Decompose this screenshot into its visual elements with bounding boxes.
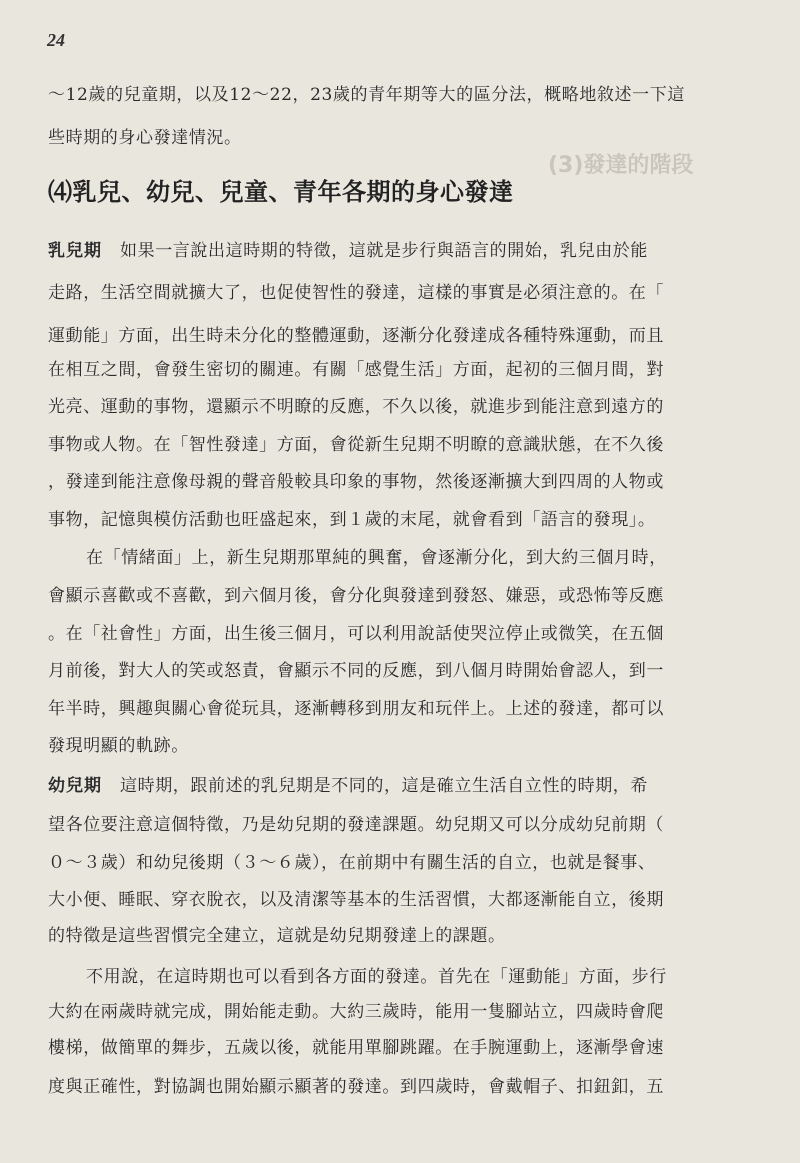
infant-paragraph-first-line (48, 236, 728, 261)
paragraph-line: 發現明顯的軌跡。 (48, 736, 189, 756)
paragraph-line: 樓梯，做簡單的舞步，五歲以後，就能用單腳跳躍。在手腕運動上，逐漸學會速 (48, 1038, 664, 1058)
paragraph-line: 會顯示喜歡或不喜歡，到六個月後，會分化與發達到發怒、嫌惡，或恐怖等反應 (48, 586, 664, 606)
intro-line: ～12歲的兒童期，以及12～22，23歲的青年期等大的區分法，概略地敘述一下這 (48, 85, 685, 105)
paragraph-line: 不用說，在這時期也可以看到各方面的發達。首先在「運動能」方面，步行 (86, 967, 667, 987)
paragraph-line: 度與正確性，對協調也開始顯示顯著的發達。到四歲時，會戴帽子、扣鈕釦，五 (48, 1077, 664, 1097)
paragraph-line: ，發達到能注意像母親的聲音般較具印象的事物，然後逐漸擴大到四周的人物或 (48, 472, 664, 492)
paragraph-line: 大約在兩歲時就完成，開始能走動。大約三歲時，能用一隻腳站立，四歲時會爬 (48, 1002, 664, 1022)
paragraph-line: 月前後，對大人的笑或怒責，會顯示不同的反應，到八個月時開始會認人，到一 (48, 661, 664, 681)
paragraph-line: ０～３歲）和幼兒後期（３～６歲），在前期中有關生活的自立，也就是餐事、 (48, 853, 656, 873)
paragraph-line: 在「情緒面」上，新生兒期那單純的興奮，會逐漸分化，到大約三個月時， (86, 548, 667, 568)
paragraph-line: 年半時，興趣與關心會從玩具，逐漸轉移到朋友和玩伴上。上述的發達，都可以 (48, 699, 664, 719)
paragraph-text: 這時期，跟前述的乳兒期是不同的，這是確立生活自立性的時期，希 (120, 776, 648, 796)
paragraph-line: 。在「社會性」方面，出生後三個月，可以利用說話使哭泣停止或微笑，在五個 (48, 624, 664, 644)
toddler-paragraph-first-line (48, 771, 728, 796)
section-heading: ⑷乳兒、幼兒、兒童、青年各期的身心發達 (48, 178, 514, 206)
paragraph-line: 事物，記憶與模仿活動也旺盛起來，到１歲的末尾，就會看到「語言的發現」。 (48, 510, 656, 530)
paragraph-line: 在相互之間，會發生密切的關連。有關「感覺生活」方面，起初的三個月間，對 (48, 360, 664, 380)
paragraph-line: 大小便、睡眠、穿衣脫衣，以及清潔等基本的生活習慣，大都逐漸能自立，後期 (48, 890, 664, 910)
paragraph-line: 的特徵是這些習慣完全建立，這就是幼兒期發達上的課題。 (48, 926, 506, 946)
term-toddler-period: 幼兒期 (48, 776, 102, 796)
paragraph-line: 事物或人物。在「智性發達」方面，會從新生兒期不明瞭的意識狀態，在不久後 (48, 435, 664, 455)
term-infant-period: 乳兒期 (48, 241, 102, 261)
paragraph-text: 如果一言說出這時期的特徵，這就是步行與語言的開始，乳兒由於能 (120, 241, 648, 261)
intro-line: 些時期的身心發達情況。 (48, 128, 242, 148)
paragraph-line: 望各位要注意這個特徵，乃是幼兒期的發達課題。幼兒期又可以分成幼兒前期（ (48, 815, 664, 835)
page-number: 24 (47, 30, 65, 50)
paragraph-line: 走路，生活空間就擴大了，也促使智性的發達，這樣的事實是必須注意的。在「 (48, 283, 664, 303)
paragraph-line: 光亮、運動的事物，還顯示不明瞭的反應，不久以後，就進步到能注意到遠方的 (48, 397, 664, 417)
bleed-through-heading: (3)發達的階段 (548, 153, 694, 178)
paragraph-line: 運動能」方面，出生時未分化的整體運動，逐漸分化發達成各種特殊運動，而且 (48, 326, 664, 346)
